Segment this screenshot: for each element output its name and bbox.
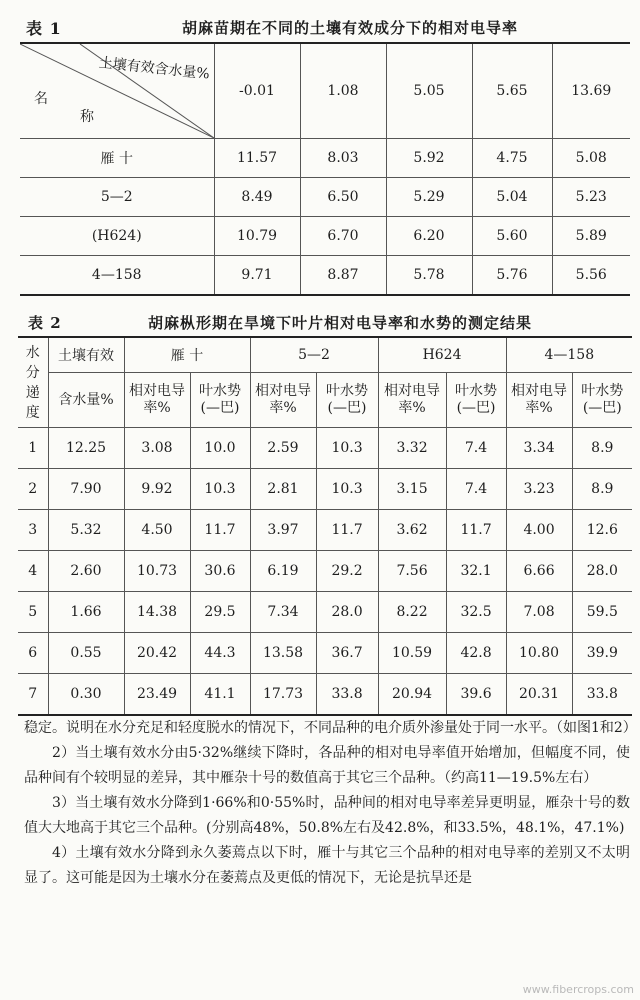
table1-col-header: 13.69 (552, 43, 630, 139)
table1-row-name: 5—2 (20, 178, 214, 217)
table2-cell: 20.94 (378, 674, 446, 716)
table2-cell: 2.59 (250, 428, 316, 469)
table2-cell: 59.5 (572, 592, 632, 633)
table2-cell: 29.2 (316, 551, 378, 592)
table2-body (18, 428, 632, 716)
table2-cell: 29.5 (190, 592, 250, 633)
table2-cell: 10.73 (124, 551, 190, 592)
table2-cell: 30.6 (190, 551, 250, 592)
table2-cell: 39.9 (572, 633, 632, 674)
table2-degree-cell: 5 (18, 592, 48, 633)
table2-cell: 7.4 (446, 428, 506, 469)
table2-soil-cell: 0.30 (48, 674, 124, 716)
table2-variety-header: 雁 十 (124, 337, 250, 373)
table2-cell: 10.59 (378, 633, 446, 674)
table2-cell: 32.1 (446, 551, 506, 592)
table1-diagonal-header (20, 43, 214, 139)
table2-degree-cell: 1 (18, 428, 48, 469)
watermark: www.fibercrops.com (522, 983, 634, 996)
table2-col-soil-top: 土壤有效 (48, 337, 124, 373)
table1-col-header: 1.08 (300, 43, 386, 139)
table2-sub-header-ec: 相对电导率% (506, 373, 572, 428)
table1-row-name: (H624) (20, 217, 214, 256)
table2-cell: 23.49 (124, 674, 190, 716)
table2-cell: 7.08 (506, 592, 572, 633)
table-row (18, 428, 632, 469)
table2-cell: 3.62 (378, 510, 446, 551)
table1-cell: 6.50 (300, 178, 386, 217)
table2-cell: 10.3 (316, 469, 378, 510)
table2-label: 表 2 (28, 314, 62, 332)
table1-title: 胡麻苗期在不同的土壤有效成分下的相对电导率 (182, 19, 519, 37)
table-row (18, 469, 632, 510)
body-text (24, 716, 637, 891)
table1-cell: 8.49 (214, 178, 300, 217)
table1-cell: 10.79 (214, 217, 300, 256)
table1-cell: 4.75 (472, 139, 552, 178)
table2-sub-header-ec: 相对电导率% (250, 373, 316, 428)
table2-cell: 14.38 (124, 592, 190, 633)
table2-cell: 7.4 (446, 469, 506, 510)
degree-header-label: 水分递度 (25, 344, 40, 421)
table2-cell: 8.9 (572, 428, 632, 469)
table1-cell: 5.60 (472, 217, 552, 256)
table1-header-row (20, 43, 630, 139)
table2-cell: 42.8 (446, 633, 506, 674)
table2-soil-cell: 2.60 (48, 551, 124, 592)
table1-cell: 8.03 (300, 139, 386, 178)
table-row (20, 256, 630, 296)
table-row (20, 217, 630, 256)
table2-cell: 7.56 (378, 551, 446, 592)
table2-cell: 8.9 (572, 469, 632, 510)
table2-cell: 7.34 (250, 592, 316, 633)
table2-sub-header-ec: 相对电导率% (378, 373, 446, 428)
table2-soil-cell: 5.32 (48, 510, 124, 551)
table2-cell: 17.73 (250, 674, 316, 716)
table-row (20, 178, 630, 217)
table2-cell: 33.8 (316, 674, 378, 716)
table2-sub-header-wp: 叶水势(—巴) (190, 373, 250, 428)
diag-label-bottom: 称 (80, 109, 94, 125)
table1-col-header: -0.01 (214, 43, 300, 139)
table2-col-soil-bottom: 含水量% (48, 373, 124, 428)
table2-cell: 20.31 (506, 674, 572, 716)
diag-label-left: 名 (34, 91, 48, 107)
table1-cell: 6.20 (386, 217, 472, 256)
table1-cell: 5.08 (552, 139, 630, 178)
table2-cell: 11.7 (446, 510, 506, 551)
table2-cell: 3.97 (250, 510, 316, 551)
table1-label: 表 1 (26, 19, 62, 38)
table2-cell: 3.08 (124, 428, 190, 469)
table-row (18, 633, 632, 674)
table2-cell: 8.22 (378, 592, 446, 633)
table2-variety-header: 5—2 (250, 337, 378, 373)
table1-cell: 5.56 (552, 256, 630, 296)
table2-degree-cell: 7 (18, 674, 48, 716)
table1-col-header: 5.05 (386, 43, 472, 139)
table2-header-row-1 (18, 337, 632, 373)
table2-cell: 12.6 (572, 510, 632, 551)
table2-cell: 28.0 (572, 551, 632, 592)
paragraph: 4）土壤有效水分降到永久萎蔫点以下时，雁十与其它三个品种的相对电导率的差别又不太明显了。这可能是因为土壤水分在萎蔫点及更低的情况下，无论是抗旱还是 (24, 845, 630, 886)
table2-cell: 11.7 (190, 510, 250, 551)
table2-cell: 11.7 (316, 510, 378, 551)
table1 (20, 42, 630, 296)
table2-sub-header-ec: 相对电导率% (124, 373, 190, 428)
table2-degree-cell: 4 (18, 551, 48, 592)
table1-cell: 5.89 (552, 217, 630, 256)
table2-cell: 3.23 (506, 469, 572, 510)
table2-cell: 2.81 (250, 469, 316, 510)
table1-row-name: 雁 十 (20, 139, 214, 178)
table2-sub-header-wp: 叶水势(—巴) (316, 373, 378, 428)
table2-cell: 10.80 (506, 633, 572, 674)
table1-cell: 5.29 (386, 178, 472, 217)
table2-soil-cell: 0.55 (48, 633, 124, 674)
table2-cell: 3.32 (378, 428, 446, 469)
table2-soil-cell: 1.66 (48, 592, 124, 633)
table1-cell: 8.87 (300, 256, 386, 296)
table2-cell: 4.00 (506, 510, 572, 551)
table-row (20, 139, 630, 178)
paragraph: 2）当土壤有效水分由5·32%继续下降时，各品种的相对电导率值开始增加，但幅度不同，使品种间有个较明显的差异，其中雁杂十号的数值高于其它三个品种。（约高11—19.5%左右） (24, 745, 630, 786)
table2-cell: 10.0 (190, 428, 250, 469)
table2-degree-cell: 3 (18, 510, 48, 551)
table1-cell: 5.78 (386, 256, 472, 296)
table1-col-header: 5.65 (472, 43, 552, 139)
table1-cell: 11.57 (214, 139, 300, 178)
table2-degree-cell: 6 (18, 633, 48, 674)
table2-cell: 41.1 (190, 674, 250, 716)
table2-col-degree (18, 337, 48, 428)
table1-cell: 6.70 (300, 217, 386, 256)
table2 (18, 336, 632, 716)
table2-sub-header-wp: 叶水势(—巴) (446, 373, 506, 428)
table2-cell: 20.42 (124, 633, 190, 674)
table2-cell: 39.6 (446, 674, 506, 716)
diag-label-top: 土壤有效含水量% (98, 54, 211, 83)
table-row (18, 551, 632, 592)
table1-cell: 5.23 (552, 178, 630, 217)
table-row (18, 592, 632, 633)
table2-cell: 28.0 (316, 592, 378, 633)
table2-soil-cell: 12.25 (48, 428, 124, 469)
table1-cell: 5.04 (472, 178, 552, 217)
table1-cell: 5.92 (386, 139, 472, 178)
paragraph: 稳定。说明在水分充足和轻度脱水的情况下，不同品种的电介质外渗量处于同一水平。（如图1和2） (24, 720, 637, 736)
table2-cell: 6.19 (250, 551, 316, 592)
table1-row-name: 4—158 (20, 256, 214, 296)
table2-header-row-2 (18, 373, 632, 428)
table-row (18, 510, 632, 551)
table2-sub-header-wp: 叶水势(—巴) (572, 373, 632, 428)
table2-cell: 3.34 (506, 428, 572, 469)
table2-cell: 10.3 (190, 469, 250, 510)
table2-cell: 6.66 (506, 551, 572, 592)
table2-variety-header: H624 (378, 337, 506, 373)
table2-cell: 10.3 (316, 428, 378, 469)
table1-cell: 9.71 (214, 256, 300, 296)
table2-cell: 3.15 (378, 469, 446, 510)
table2-title: 胡麻枞形期在旱境下叶片相对电导率和水势的测定结果 (148, 314, 533, 332)
table2-variety-header: 4—158 (506, 337, 632, 373)
table2-soil-cell: 7.90 (48, 469, 124, 510)
paragraph: 3）当土壤有效水分降到1·66%和0·55%时，品种间的相对电导率差异更明显，雁杂十号的数值大大地高于其它三个品种。(分别高48%，50.8%左右及42.8%，和33.5%，48.1%，47.1%) (24, 795, 630, 836)
table2-cell: 9.92 (124, 469, 190, 510)
table1-cell: 5.76 (472, 256, 552, 296)
table2-cell: 36.7 (316, 633, 378, 674)
table2-cell: 13.58 (250, 633, 316, 674)
table2-degree-cell: 2 (18, 469, 48, 510)
table2-cell: 33.8 (572, 674, 632, 716)
table-row (18, 674, 632, 716)
table2-cell: 4.50 (124, 510, 190, 551)
table2-cell: 44.3 (190, 633, 250, 674)
table2-cell: 32.5 (446, 592, 506, 633)
